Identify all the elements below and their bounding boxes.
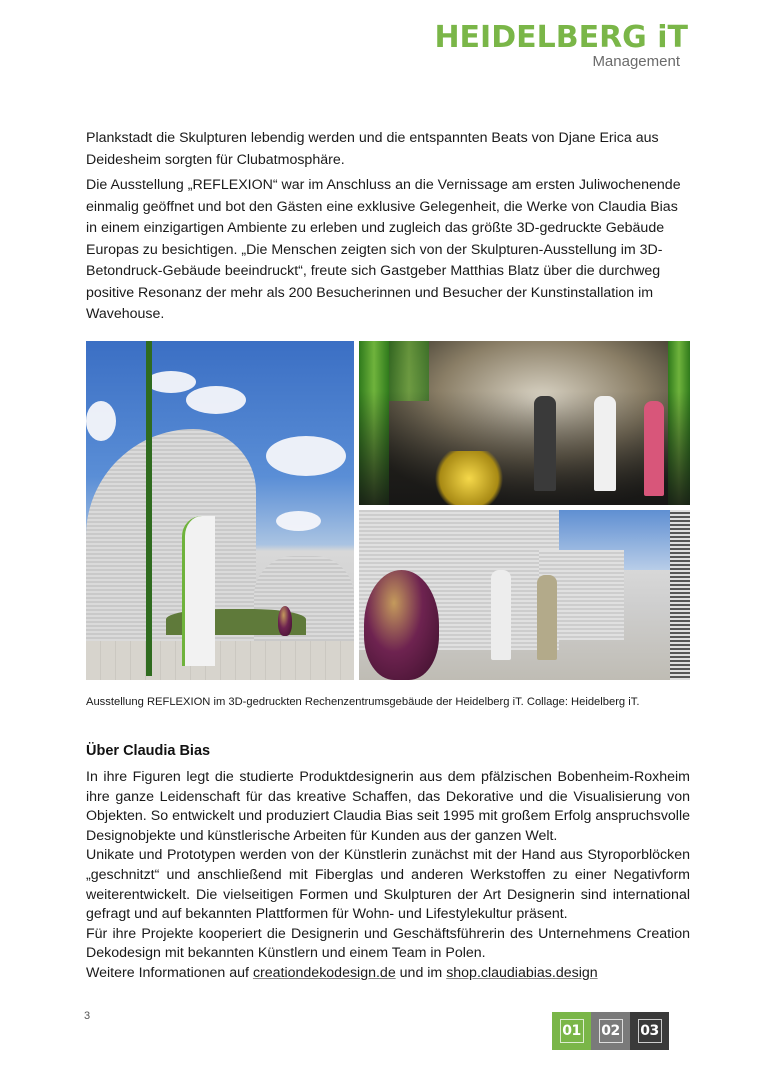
company-logo: [434, 22, 688, 70]
more-info-middle: und im: [395, 964, 447, 981]
photo-collage: [86, 341, 690, 681]
section-heading: Über Claudia Bias: [86, 743, 211, 759]
pager-label: 03: [638, 1019, 662, 1043]
body-paragraph: Plankstadt die Skulpturen lebendig werden und die entspannten Beats von Djane Erica aus Deidesheim sorgten für Clubatmosphäre.: [86, 130, 659, 168]
pager-button-02[interactable]: [591, 1012, 630, 1050]
photo-vernissage-guests: [359, 341, 690, 505]
pager-button-03[interactable]: [630, 1012, 669, 1050]
photo-sculptures-visitors: [359, 510, 690, 680]
link-creationdekodesign[interactable]: creationdekodesign.de: [252, 964, 396, 981]
more-info-prefix: Weitere Informationen auf: [86, 964, 253, 981]
page-number: 3: [84, 1010, 91, 1022]
about-paragraph: In ihre Figuren legt die studierte Produktdesignerin aus dem pfälzischen Bobenheim-Roxheim ihre ganze Leidenschaft für das kreative Schaffen, das Dekorative und die Visualisierung von Objekten. So entwickelt und produziert Claudia Bias seit 1995 mit großem Erfolg anspruchsvolle Designobjekte und künstlerische Arbeiten für Kunden aus der ganzen Welt.: [86, 769, 690, 844]
photo-building-exterior: [86, 341, 354, 680]
more-info-line: [86, 964, 690, 984]
body-paragraph: Die Ausstellung „REFLEXION“ war im Anschluss an die Vernissage am ersten Juliwochenende einmalig geöffnet und bot den Gästen eine exklusive Gelegenheit, die Werke von Claudia Bias in einem einzigartigen Ambiente zu erleben und zugleich das größte 3D-gedruckte Gebäude Europas zu besichtigen. „Die Menschen zeigten sich von der Skulpturen-Ausstellung im 3D-Betondruck-Gebäude beeindruckt“, freute sich Gastgeber Matthias Blatz über die durchweg positive Resonanz der mehr als 200 Besucherinnen und Besucher der Kunstinstallation im Wavehouse.: [86, 177, 681, 322]
logo-subtitle: Management: [592, 53, 680, 70]
link-shop-claudiabias[interactable]: shop.claudiabias.design: [446, 964, 598, 981]
page-navigator: [552, 1012, 669, 1050]
about-paragraph: Unikate und Prototypen werden von der Künstlerin zunächst mit der Hand aus Styroporblöcken „geschnitzt“ und anschließend mit Fiberglas und anderen Werkstoffen zu einer Negativform weiterentwickelt. Die vielseitigen Formen und Skulpturen der Art Designerin sind international gefragt und auf bekannten Plattformen für Wohn- und Lifestylekultur präsent.: [86, 847, 690, 923]
collage-caption: Ausstellung REFLEXION im 3D-gedruckten Rechenzentrumsgebäude der Heidelberg iT. Collage: Heidelberg iT.: [86, 696, 640, 708]
pager-label: 02: [599, 1019, 623, 1043]
about-paragraph: Für ihre Projekte kooperiert die Designerin und Geschäftsführerin des Unternehmens Creation Dekodesign mit bekannten Künstlern und einem Team in Polen.: [86, 925, 690, 962]
pager-label: 01: [560, 1019, 584, 1043]
logo-wordmark: HEIDELBERG iT: [434, 20, 688, 55]
pager-button-01[interactable]: [552, 1012, 591, 1050]
about-text: [86, 768, 690, 984]
